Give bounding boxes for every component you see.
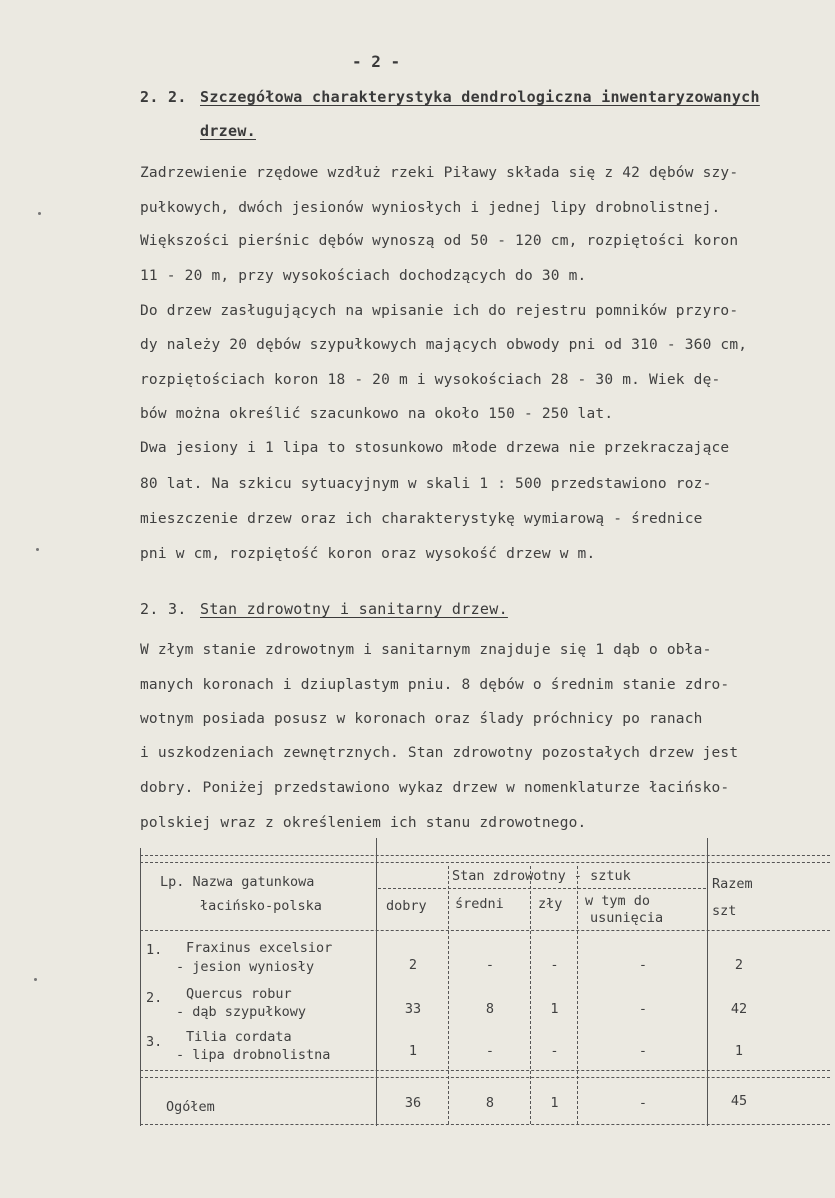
paragraph-line: Do drzew zasługujących na wpisanie ich do rejestru pomników przyro- [140, 303, 739, 319]
paragraph-line: rozpiętościach koron 18 - 20 m i wysokościach 28 - 30 m. Wiek dę- [140, 372, 721, 388]
row-species-polish: - jesion wyniosły [176, 959, 315, 975]
row-razem: 42 [730, 1001, 748, 1017]
paragraph-line: W złym stanie zdrowotnym i sanitarnym znajduje się 1 dąb o obła- [140, 642, 712, 658]
table-rule [140, 855, 830, 856]
row-dobry: 2 [408, 957, 418, 973]
row-lp: 2. [146, 990, 163, 1006]
section-2-2-number: 2. 2. [140, 88, 187, 106]
paragraph-line: mieszczenie drzew oraz ich charakterystykę wymiarową - średnice [140, 511, 703, 527]
paragraph-line: Zadrzewienie rzędowe wzdłuż rzeki Piławy składa się z 42 dębów szy- [140, 165, 739, 181]
table-rule [140, 930, 830, 931]
row-species-polish: - lipa drobnolistna [176, 1047, 331, 1063]
paragraph-line: i uszkodzeniach zewnętrznych. Stan zdrowotny pozostałych drzew jest [140, 745, 739, 761]
row-usuniecia: - [638, 957, 648, 973]
table-rule [140, 1124, 830, 1125]
table-rule [140, 1070, 830, 1071]
header-razem-2: szt [712, 903, 737, 919]
row-zly: - [550, 1043, 559, 1059]
row-razem: 1 [734, 1043, 744, 1059]
margin-mark [34, 978, 37, 981]
paragraph-line: pułkowych, dwóch jesionów wyniosłych i jednej lipy drobnolistnej. [140, 200, 721, 216]
total-dobry: 36 [404, 1095, 422, 1111]
section-2-2-title-line1: Szczegółowa charakterystyka dendrologiczna inwentaryzowanych [200, 88, 760, 106]
margin-mark [36, 548, 39, 551]
table-rule [378, 888, 706, 889]
row-species-polish: - dąb szypułkowy [176, 1004, 307, 1020]
page-number: - 2 - [352, 52, 401, 71]
header-lp-name-2: łacińsko-polska [200, 898, 322, 914]
section-2-2-heading [140, 88, 760, 106]
row-zly: - [550, 957, 559, 973]
table-vline [530, 866, 531, 1124]
row-zly: 1 [550, 1001, 559, 1017]
table-vline [140, 848, 141, 1126]
margin-mark [38, 212, 41, 215]
row-lp: 3. [146, 1034, 163, 1050]
header-razem-1: Razem [712, 876, 753, 892]
row-species-latin: Quercus robur [186, 986, 292, 1002]
row-lp: 1. [146, 942, 163, 958]
total-usuniecia: - [638, 1095, 648, 1111]
paragraph-line: manych koronach i dziuplastym pniu. 8 dębów o średnim stanie zdro- [140, 677, 730, 693]
row-dobry: 1 [408, 1043, 418, 1059]
header-lp-name: Lp. Nazwa gatunkowa [160, 874, 315, 890]
paragraph-line: polskiej wraz z określeniem ich stanu zdrowotnego. [140, 815, 587, 831]
table-rule [140, 1077, 830, 1078]
paragraph-line: dy należy 20 dębów szypułkowych mających obwody pni od 310 - 360 cm, [140, 337, 748, 353]
table-vline [448, 866, 449, 1124]
header-stan-group: Stan zdrowotny - sztuk [452, 868, 631, 884]
paragraph-line: dobry. Poniżej przedstawiono wykaz drzew w nomenklaturze łacińsko- [140, 780, 730, 796]
section-2-2-heading-cont [200, 122, 256, 140]
table-vline [376, 838, 377, 1126]
table-rule [140, 862, 830, 863]
header-usuniecia-1: w tym do [585, 893, 651, 909]
paragraph-line: wotnym posiada posusz w koronach oraz ślady próchnicy po ranach [140, 711, 703, 727]
row-sredni: - [485, 1043, 495, 1059]
table-vline [577, 866, 578, 1124]
paragraph-line: pni w cm, rozpiętość koron oraz wysokość drzew w m. [140, 546, 596, 562]
total-label: Ogółem [166, 1099, 215, 1115]
row-usuniecia: - [638, 1001, 648, 1017]
row-dobry: 33 [404, 1001, 422, 1017]
total-razem: 45 [730, 1093, 748, 1109]
row-species-latin: Fraxinus excelsior [186, 940, 333, 956]
row-usuniecia: - [638, 1043, 648, 1059]
header-sredni: średni [455, 896, 504, 912]
total-sredni: 8 [485, 1095, 495, 1111]
section-2-3-heading [140, 600, 508, 618]
paragraph-line: 80 lat. Na szkicu sytuacyjnym w skali 1 : 500 przedstawiono roz- [140, 476, 712, 492]
paragraph-line: Większości pierśnic dębów wynoszą od 50 - 120 cm, rozpiętości koron [140, 233, 739, 249]
header-zly: zły [538, 896, 563, 912]
paragraph-line: Dwa jesiony i 1 lipa to stosunkowo młode drzewa nie przekraczające [140, 440, 730, 456]
section-2-2-title-line2: drzew. [200, 122, 256, 140]
paragraph-line: 11 - 20 m, przy wysokościach dochodzących do 30 m. [140, 268, 587, 284]
table-vline [707, 838, 708, 1126]
header-usuniecia-2: usunięcia [590, 910, 664, 926]
total-zly: 1 [550, 1095, 559, 1111]
row-sredni: - [485, 957, 495, 973]
section-2-3-number: 2. 3. [140, 600, 187, 618]
header-dobry: dobry [386, 898, 427, 914]
paragraph-line: bów można określić szacunkowo na około 150 - 250 lat. [140, 406, 614, 422]
row-razem: 2 [734, 957, 744, 973]
row-sredni: 8 [485, 1001, 495, 1017]
row-species-latin: Tilia cordata [186, 1029, 292, 1045]
section-2-3-title: Stan zdrowotny i sanitarny drzew. [200, 600, 508, 618]
